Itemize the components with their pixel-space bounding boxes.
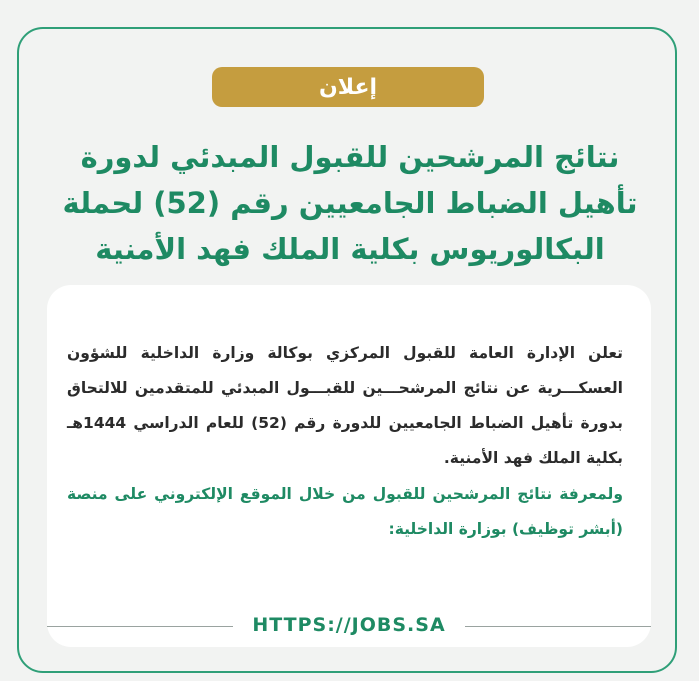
announcement-badge <box>212 67 484 107</box>
announcement-paragraph: تعلن الإدارة العامة للقبول المركزي بوكالة وزارة الداخلية للشؤون العسكـــرية عن نتائج المرشحـــين للقبـــول المبدئي للمتقدمين للالتحاق بدورة تأهيل الضباط الجامعيين للدورة رقم (52) للعام الدراسي 1444هـ بكلية الملك فهد الأمنية. <box>67 344 623 467</box>
jobs-link[interactable]: HTTPS://JOBS.SA <box>252 614 446 636</box>
divider-left <box>47 626 233 627</box>
divider-right <box>465 626 651 627</box>
content-panel <box>47 285 651 647</box>
instructions-paragraph: ولمعرفة نتائج المرشحين للقبول من خلال الموقع الإلكتروني على منصة (أبشر توظيف) بوزارة الداخلية: <box>67 485 623 538</box>
url-row <box>47 612 651 638</box>
announcement-badge-label: إعلان <box>318 74 378 100</box>
announcement-title: نتائج المرشحين للقبول المبدئي لدورة تأهيل الضباط الجامعيين رقم (52) لحملة البكالوريوس بكلية الملك فهد الأمنية <box>62 140 638 266</box>
